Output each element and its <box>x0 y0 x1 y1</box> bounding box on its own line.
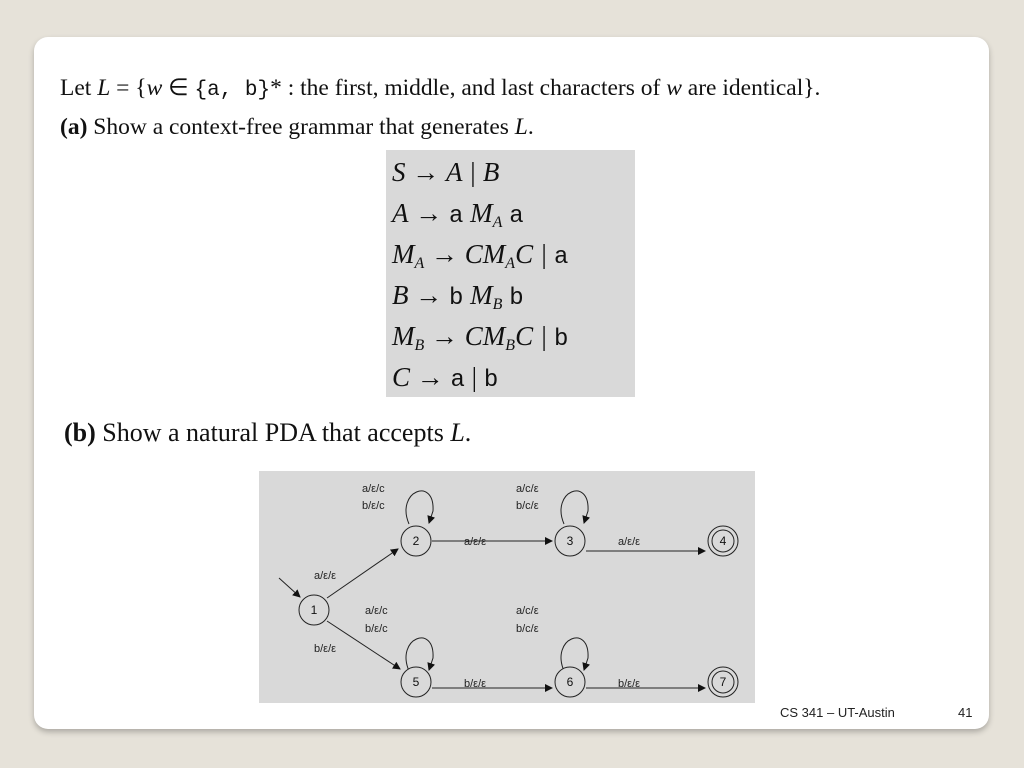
rule-rhs: A | B <box>446 157 500 187</box>
loop-3 <box>561 491 588 524</box>
equals-text: = { <box>110 75 147 101</box>
edge-1-5 <box>327 621 400 669</box>
part-a-period: . <box>527 114 534 140</box>
element-of: ∈ <box>162 75 195 101</box>
condition-text: * : the first, middle, and last characters of <box>270 75 667 101</box>
part-b-label: (b) <box>64 418 96 447</box>
rule-rhs: CM <box>464 321 506 351</box>
transition-label: a/ε/ε <box>314 570 337 582</box>
grammar-box <box>386 150 635 397</box>
transition-label: b/ε/ε <box>314 643 337 655</box>
w-symbol-2: w <box>666 75 682 101</box>
rule-terminal: b <box>509 285 524 312</box>
rule-rhs: CM <box>464 239 506 269</box>
grammar-rule <box>392 193 524 233</box>
transition-label: a/ε/c <box>365 605 388 617</box>
pda-svg <box>259 471 755 703</box>
transition-label: b/ε/c <box>362 500 385 512</box>
rule-subscript: B <box>505 337 516 354</box>
rule-subscript: A <box>505 255 516 272</box>
state-label: 5 <box>412 675 420 689</box>
w-symbol: w <box>146 75 163 101</box>
rule-terminal: b <box>449 285 464 312</box>
part-b-text: Show a natural PDA that accepts <box>95 418 451 447</box>
alphabet: {a, b} <box>194 79 271 102</box>
transition-label: a/ε/ε <box>464 536 487 548</box>
start-arrow <box>279 578 300 597</box>
rule-arrow: → <box>408 198 449 228</box>
rule-subscript: B <box>492 296 503 313</box>
rule-lhs: A <box>392 198 409 228</box>
pda-diagram <box>259 471 755 703</box>
rule-terminal: a <box>509 203 524 230</box>
rule-rhs: C | <box>515 239 554 269</box>
rule-lhs: M <box>392 239 415 269</box>
problem-statement <box>60 70 970 145</box>
rule-terminal: b <box>483 367 499 394</box>
rule-lhs: S <box>392 157 406 187</box>
condition-tail: are identical}. <box>681 75 821 101</box>
rule-arrow: → <box>424 239 465 269</box>
problem-definition <box>60 70 970 109</box>
transition-label: b/ε/ε <box>618 678 641 690</box>
transition-label: a/ε/ε <box>618 536 641 548</box>
state-label: 6 <box>566 675 574 689</box>
rule-terminal: a <box>450 367 465 394</box>
transition-label: b/ε/c <box>365 623 388 635</box>
grammar-rule <box>392 234 568 274</box>
transition-label: a/c/ε <box>516 605 539 617</box>
rule-nonterminal: M <box>470 198 493 228</box>
rule-bar: | <box>464 362 484 392</box>
transition-label: a/c/ε <box>516 483 539 495</box>
rule-arrow: → <box>405 157 446 187</box>
rule-terminal: a <box>554 244 569 271</box>
rule-arrow: → <box>410 362 451 392</box>
state-label: 4 <box>719 534 727 548</box>
loop-2 <box>406 491 433 524</box>
footer-course: CS 341 – UT-Austin <box>780 705 895 720</box>
transition-label: b/c/ε <box>516 623 539 635</box>
part-a-label: (a) <box>60 114 88 140</box>
rule-nonterminal: M <box>470 280 493 310</box>
rule-terminal: a <box>449 203 464 230</box>
loop-5 <box>406 638 433 671</box>
rule-lhs: C <box>392 362 411 392</box>
rule-rhs: C | <box>515 321 554 351</box>
loop-6 <box>561 638 588 671</box>
let-text: Let <box>60 75 98 101</box>
edge-1-2 <box>327 549 398 598</box>
rule-subscript: A <box>414 255 425 272</box>
state-label: 1 <box>310 603 318 617</box>
state-label: 7 <box>719 675 727 689</box>
rule-lhs: M <box>392 321 415 351</box>
rule-terminal: b <box>554 326 569 353</box>
grammar-rule <box>392 316 568 356</box>
part-a-heading <box>60 109 970 145</box>
state-label: 2 <box>412 534 420 548</box>
part-a-L: L <box>514 114 528 140</box>
part-a-text: Show a context-free grammar that generates <box>87 114 515 140</box>
grammar-rule <box>392 152 499 192</box>
language-symbol: L <box>97 75 111 101</box>
rule-subscript: B <box>414 337 425 354</box>
rule-subscript: A <box>492 214 503 231</box>
slide-number: 41 <box>958 705 973 720</box>
part-b-heading <box>64 418 471 448</box>
rule-arrow: → <box>408 280 449 310</box>
rule-lhs: B <box>392 280 409 310</box>
transition-label: b/ε/ε <box>464 678 487 690</box>
grammar-rule <box>392 275 524 315</box>
grammar-rule <box>392 357 498 397</box>
state-label: 3 <box>566 534 574 548</box>
part-b-period: . <box>464 418 472 447</box>
part-b-L: L <box>450 418 465 447</box>
transition-label: b/c/ε <box>516 500 539 512</box>
transition-label: a/ε/c <box>362 483 385 495</box>
rule-arrow: → <box>424 321 465 351</box>
